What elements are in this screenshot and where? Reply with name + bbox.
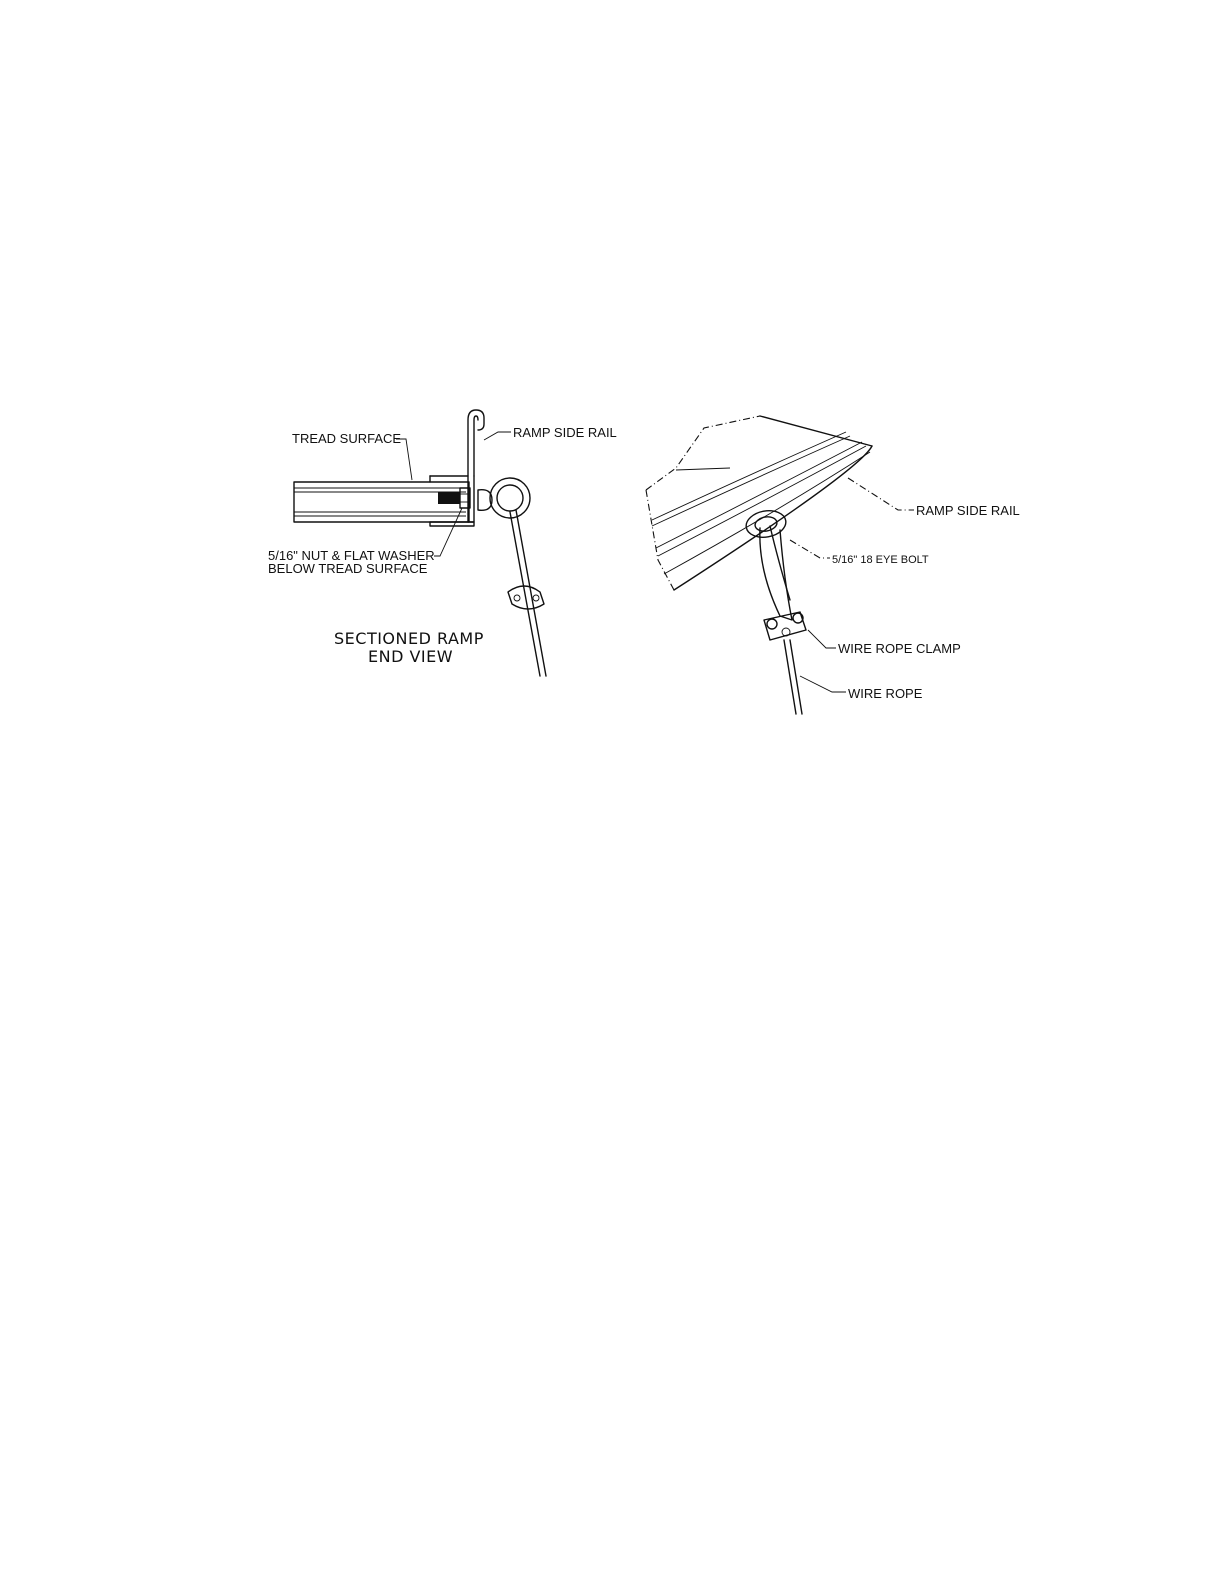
isometric-detail-view <box>646 416 1020 714</box>
ramp-side-rail-profile <box>430 410 484 526</box>
eye-bolt-end <box>478 478 530 518</box>
view-title-line2: END VIEW <box>368 647 454 666</box>
wire-rope-clamp-iso <box>764 612 806 640</box>
label-tread-surface: TREAD SURFACE <box>292 431 402 446</box>
leader-wire-rope-clamp <box>808 630 836 648</box>
label-wire-rope-clamp: WIRE ROPE CLAMP <box>838 641 961 656</box>
wire-rope-iso <box>784 640 802 714</box>
leader-wire-rope <box>800 676 846 692</box>
nut-and-washer <box>438 488 470 508</box>
view-title-line1: SECTIONED RAMP <box>334 629 484 648</box>
leader-ramp-side-rail <box>484 432 511 440</box>
leader-eye-bolt <box>790 540 830 558</box>
label-ramp-side-rail-end: RAMP SIDE RAIL <box>513 425 617 440</box>
label-eye-bolt: 5/16" 18 EYE BOLT <box>832 554 929 566</box>
label-nut-washer-line1: 5/16" NUT & FLAT WASHER <box>268 548 435 563</box>
label-ramp-side-rail-iso: RAMP SIDE RAIL <box>916 503 1020 518</box>
label-nut-washer-line2: BELOW TREAD SURFACE <box>268 561 428 576</box>
leader-nut-washer <box>434 508 462 556</box>
label-wire-rope: WIRE ROPE <box>848 686 923 701</box>
sectioned-ramp-end-view <box>268 410 617 676</box>
leader-ramp-side-rail-iso <box>848 478 914 510</box>
